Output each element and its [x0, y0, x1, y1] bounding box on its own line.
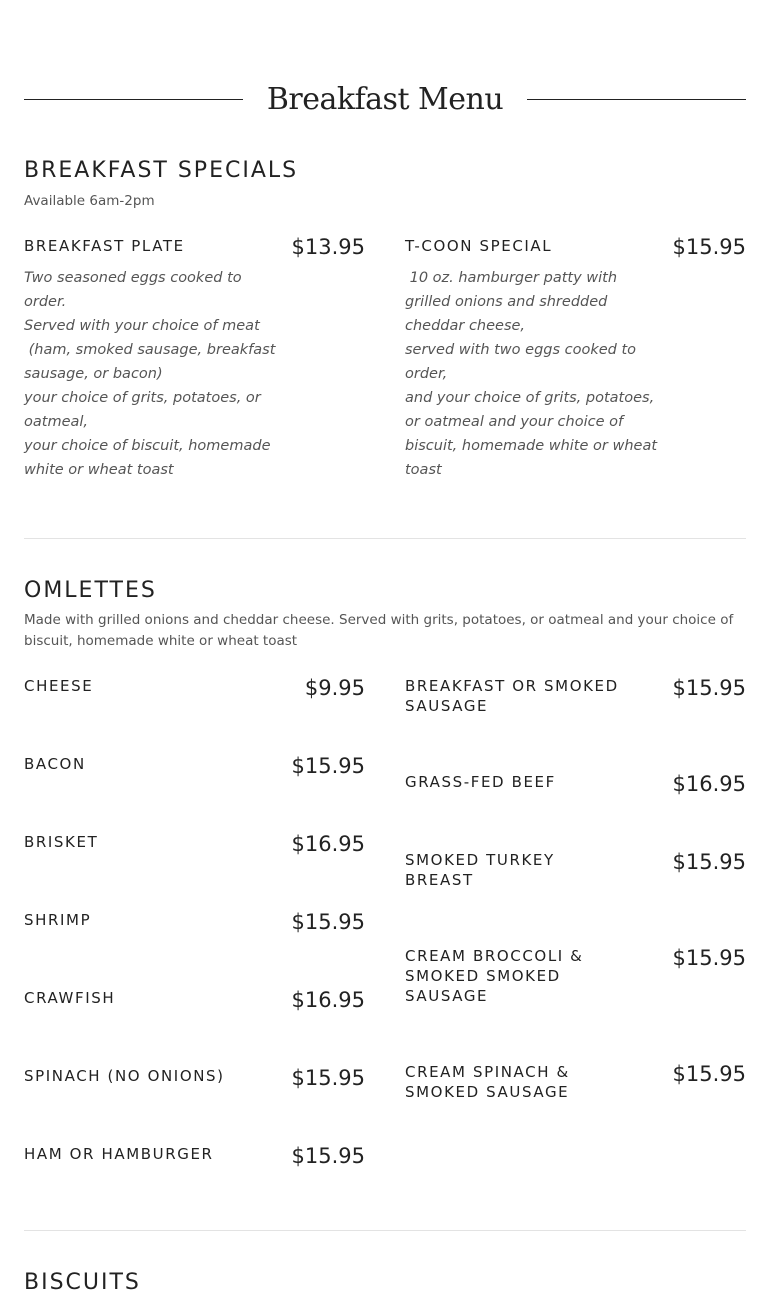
omelette-price-shrimp: $15.95 — [291, 910, 365, 934]
omelette-item-grass-fed-beef: GRASS-FED BEEF — [405, 773, 556, 791]
omelette-price-cream-spinach: $15.95 — [672, 1062, 746, 1086]
omelettes-title: OMLETTES — [24, 578, 157, 603]
description-line: sausage, or bacon) — [24, 366, 163, 382]
omelette-item-shrimp: SHRIMP — [24, 911, 92, 929]
description-line: your choice of biscuit, homemade — [24, 438, 271, 454]
omelette-item-spinach: SPINACH (NO ONIONS) — [24, 1067, 225, 1085]
section-divider — [24, 1230, 746, 1231]
omelette-price-ham-or-hamburger: $15.95 — [291, 1144, 365, 1168]
omelette-price-breakfast-or-smoked-sausage: $15.95 — [672, 676, 746, 700]
description-line: grilled onions and shredded — [405, 294, 608, 310]
description-line: served with two eggs cooked to — [405, 342, 637, 358]
description-line: biscuit, homemade white or wheat — [405, 438, 658, 454]
omelette-item-cheese: CHEESE — [24, 677, 94, 695]
description-line: 10 oz. hamburger patty with — [405, 270, 618, 286]
omelette-price-brisket: $16.95 — [291, 832, 365, 856]
title-rule-left — [24, 99, 243, 100]
description-line: order. — [24, 294, 67, 310]
omelette-item-cream-spinach: CREAM SPINACH & SMOKED SAUSAGE — [405, 1063, 570, 1101]
description-line: oatmeal, — [24, 414, 89, 430]
omelette-item-bacon: BACON — [24, 755, 86, 773]
omelette-item-breakfast-or-smoked-sausage: BREAKFAST OR SMOKED SAUSAGE — [405, 677, 619, 715]
omelette-item-smoked-turkey-breast: SMOKED TURKEY BREAST — [405, 851, 555, 889]
omelette-price-cream-broccoli: $15.95 — [672, 946, 746, 970]
description-line: or oatmeal and your choice of — [405, 414, 624, 430]
specials-subtitle: Available 6am-2pm — [24, 193, 155, 209]
description-line: cheddar cheese, — [405, 318, 526, 334]
description-line: your choice of grits, potatoes, or — [24, 390, 261, 406]
item-price: $13.95 — [291, 235, 365, 259]
title-rule-right — [527, 99, 746, 100]
page-title: Breakfast Menu — [266, 81, 504, 117]
omelette-price-grass-fed-beef: $16.95 — [672, 772, 746, 796]
omelette-item-crawfish: CRAWFISH — [24, 989, 116, 1007]
description-line: white or wheat toast — [24, 462, 174, 478]
description-line: Served with your choice of meat — [24, 318, 260, 334]
menu-title-row — [24, 78, 746, 120]
description-line: order, — [405, 366, 448, 382]
description-line: and your choice of grits, potatoes, — [405, 390, 655, 406]
description-line: Two seasoned eggs cooked to — [24, 270, 242, 286]
biscuits-title: BISCUITS — [24, 1270, 141, 1295]
item-description — [405, 266, 665, 482]
item-name: BREAKFAST PLATE — [24, 237, 185, 255]
item-name: T-COON SPECIAL — [405, 237, 553, 255]
omelette-item-cream-broccoli: CREAM BROCCOLI & SMOKED SMOKED SAUSAGE — [405, 947, 584, 1005]
item-description — [24, 266, 284, 482]
omelettes-subtitle: Made with grilled onions and cheddar cheese. Served with grits, potatoes, or oatmeal and your choice of biscuit, homemade white or wheat toast — [24, 612, 734, 649]
specials-title: BREAKFAST SPECIALS — [24, 158, 299, 183]
omelette-price-smoked-turkey-breast: $15.95 — [672, 850, 746, 874]
section-divider — [24, 538, 746, 539]
omelette-price-bacon: $15.95 — [291, 754, 365, 778]
omelette-price-spinach: $15.95 — [291, 1066, 365, 1090]
item-price: $15.95 — [672, 235, 746, 259]
description-line: (ham, smoked sausage, breakfast — [24, 342, 276, 358]
omelette-price-cheese: $9.95 — [304, 676, 365, 700]
description-line: toast — [405, 462, 442, 478]
omelette-item-ham-or-hamburger: HAM OR HAMBURGER — [24, 1145, 214, 1163]
omelette-item-brisket: BRISKET — [24, 833, 99, 851]
omelette-price-crawfish: $16.95 — [291, 988, 365, 1012]
